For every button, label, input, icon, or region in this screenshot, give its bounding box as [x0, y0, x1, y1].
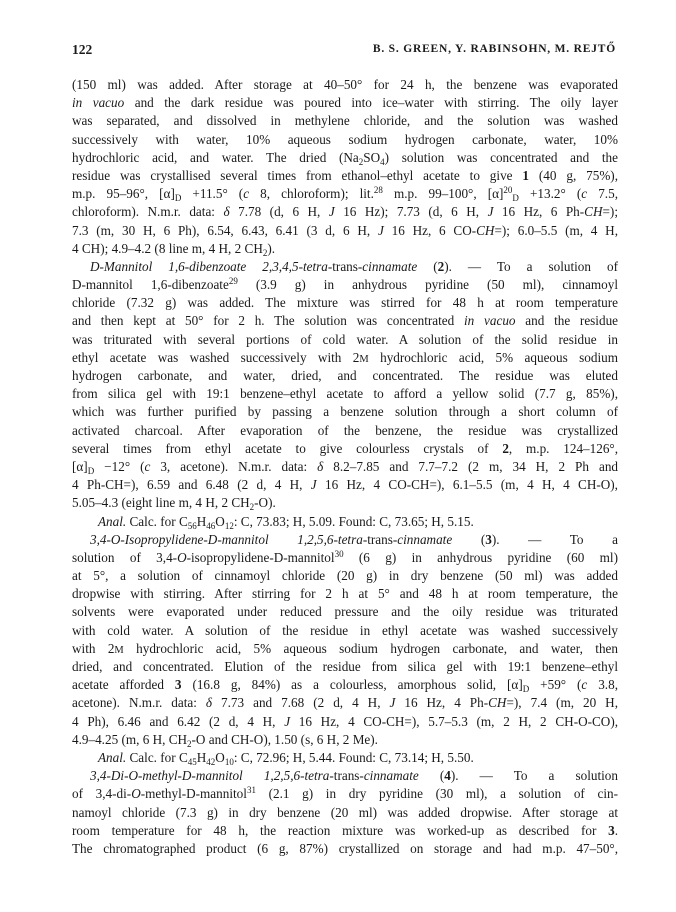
text-line: room temperature for 48 h, the reaction mixture was worked-up as described for 3. — [72, 822, 618, 838]
text-line: successively with water, 10% aqueous sodium hydrogen carbonate, water, 10% — [72, 131, 618, 147]
text-line: D-mannitol 1,6-dibenzoate$^{29}$ (3.9 g) in anhydrous pyridine (50 ml), cinnamoyl — [72, 276, 618, 293]
text-line: with cold water. A solution of the residue in ethyl acetate was washed successively — [72, 622, 618, 638]
text-line: m.p. 95–96°, $[\alpha]_D +11.5^\circ$ (c 8, chloroform); lit.$^{28}$ m.p. 99–100°, $[\alpha]^{20}_D +13.2^\circ$ (c 7.5, — [72, 185, 618, 204]
text-line: 4.9–4.25 (m, 6 H, $CH_2-O$ and CH-O), 1.50 (s, 6 H, 2 Me). — [72, 731, 378, 749]
text-line: and then kept at 50° for 2 h. The solution was concentrated in vacuo and the residue — [72, 313, 619, 329]
text-line: acetone). N.m.r. data: δ 7.73 and 7.68 (2 d, 4 H, J 16 Hz, 4 Ph-CH=), 7.4 (m, 20 H, — [72, 695, 618, 711]
text-line: 4 CH); 4.9–4.2 (8 line m, 4 H, 2 $CH_2$). — [72, 240, 276, 258]
text-line: dropwise with stirring. After stirring for 2 h at 5° and 48 h at room temperature, the — [72, 586, 618, 602]
text-line: activated charcoal. After evaporation of the benzene, the residue was crystallized — [72, 422, 618, 438]
text-line: from silica gel with 19:1 benzene–ethyl acetate to afford a yellow solid (7.7 g, 85%), — [72, 386, 618, 402]
text-line: hydrogen carbonate, and water, dried, and concentrated. The residue was eluted — [72, 368, 618, 383]
page-header — [72, 42, 616, 62]
text-line: 4 Ph-CH=), 6.59 and 6.48 (2 d, 4 H, J 16 Hz, 4 CO-CH=), 6.1–5.5 (m, 4 H, 4 CH-O), — [72, 477, 618, 493]
text-line: solution of 3,4-O-isopropylidene-D-mannitol$^{30}$ (6 g) in anhydrous pyridine (60 ml) — [72, 548, 618, 565]
text-line: which was further purified by passing a benzene solution through a short column of — [72, 404, 618, 420]
text-line: was separated, and dissolved in methylene chloride, and the solution was washed — [72, 113, 618, 129]
body-text — [72, 76, 618, 858]
text-line: 7.3 (m, 30 H, 6 Ph), 6.54, 6.43, 6.41 (3 d, 6 H, J 16 Hz, 6 CO-CH=); 6.0–5.5 (m, 4 H, — [72, 222, 618, 238]
text-line: of 3,4-di-O-methyl-D-mannitol$^{31}$ (2.1 g) in dry pyridine (30 ml), a solution of cin- — [72, 785, 618, 802]
section-heading-compound-4: 3,4-Di-O-methyl-D-mannitol 1,2,5,6-tetra-trans-cinnamate (4). — To a solution — [90, 768, 618, 784]
text-line: with 2M hydrochloric acid, 5% aqueous sodium hydrogen carbonate, and water, then — [72, 640, 618, 656]
text-line: in vacuo and the dark residue was poured into ice–water with stirring. The oily layer — [72, 95, 619, 111]
page-number: 122 — [72, 42, 93, 57]
text-line: (150 ml) was added. After storage at 40–50° for 24 h, the benzene was evaporated — [72, 77, 618, 92]
analysis-line-compound-3: Anal. Calc. for $C_{45}H_{42}O_{10}$: C, 72.96; H, 5.44. Found: C, 73.14; H, 5.50. — [98, 749, 474, 767]
text-line: solvents were evaporated under reduced pressure and the oily residue was triturated — [72, 604, 618, 620]
text-line: acetate afforded 3 (16.8 g, 84%) as a colourless, amorphous solid, $[\alpha]_D +59^\circ$ (c 3.8, — [72, 677, 618, 695]
text-line: 4 Ph), 6.46 and 6.42 (2 d, 4 H, J 16 Hz, 4 CO-CH=), 5.7–5.3 (m, 2 H, 2 CH-O-CO), — [72, 713, 619, 729]
text-line: dried, and concentrated. Elution of the residue from silica gel with 19:1 benzene–ethyl — [72, 659, 618, 674]
section-heading-compound-3: 3,4-O-Isopropylidene-D-mannitol 1,2,5,6-tetra-trans-cinnamate (3). — To a — [90, 531, 618, 547]
text-line: hydrochloric acid, and water. The dried $(Na_2SO_4)$ solution was concentrated and the — [72, 149, 618, 167]
text-line: ethyl acetate was washed successively with 2M hydrochloric acid, 5% aqueous sodium — [72, 349, 618, 365]
section-heading-compound-2: D-Mannitol 1,6-dibenzoate 2,3,4,5-tetra-trans-cinnamate (2). — To a solution of — [90, 258, 618, 274]
analysis-line-compound-2: Anal. Calc. for $C_{56}H_{46}O_{12}$: C, 73.83; H, 5.09. Found: C, 73.65; H, 5.15. — [98, 513, 474, 531]
text-line: was triturated with several portions of cold water. A solution of the solid residue in — [72, 331, 618, 347]
text-line: at 5°, a solution of cinnamoyl chloride (20 g) in dry benzene (50 ml) was added — [72, 568, 618, 584]
text-line: several times from ethyl acetate to give colourless crystals of 2, m.p. 124–126°, — [72, 440, 618, 456]
running-head-authors: B. S. GREEN, Y. RABINSOHN, M. REJTŐ — [372, 43, 616, 55]
text-line: residue was crystallised several times from ethanol–ethyl acetate to give 1 (40 g, 75%), — [72, 167, 618, 183]
text-line: chloroform). N.m.r. data: δ 7.78 (d, 6 H, J 16 Hz); 7.73 (d, 6 H, J 16 Hz, 6 Ph-CH=); — [72, 204, 618, 220]
text-line: $[\alpha]_D -12^\circ$ (c 3, acetone). N.m.r. data: δ 8.2–7.85 and 7.7–7.2 (2 m, 34 H, 2 Ph and — [72, 458, 619, 476]
text-line: namoyl chloride (7.3 g) in dry benzene (20 ml) was added dropwise. After storage at — [72, 804, 618, 820]
text-line: The chromatographed product (6 g, 87%) crystallized on storage and had m.p. 47–50°, — [72, 840, 618, 856]
text-line: chloride (7.32 g) was added. The mixture was stirred for 48 h at room temperature — [72, 295, 618, 311]
text-line: 5.05–4.3 (eight line m, 4 H, 2 $CH_2-O$). — [72, 495, 276, 513]
